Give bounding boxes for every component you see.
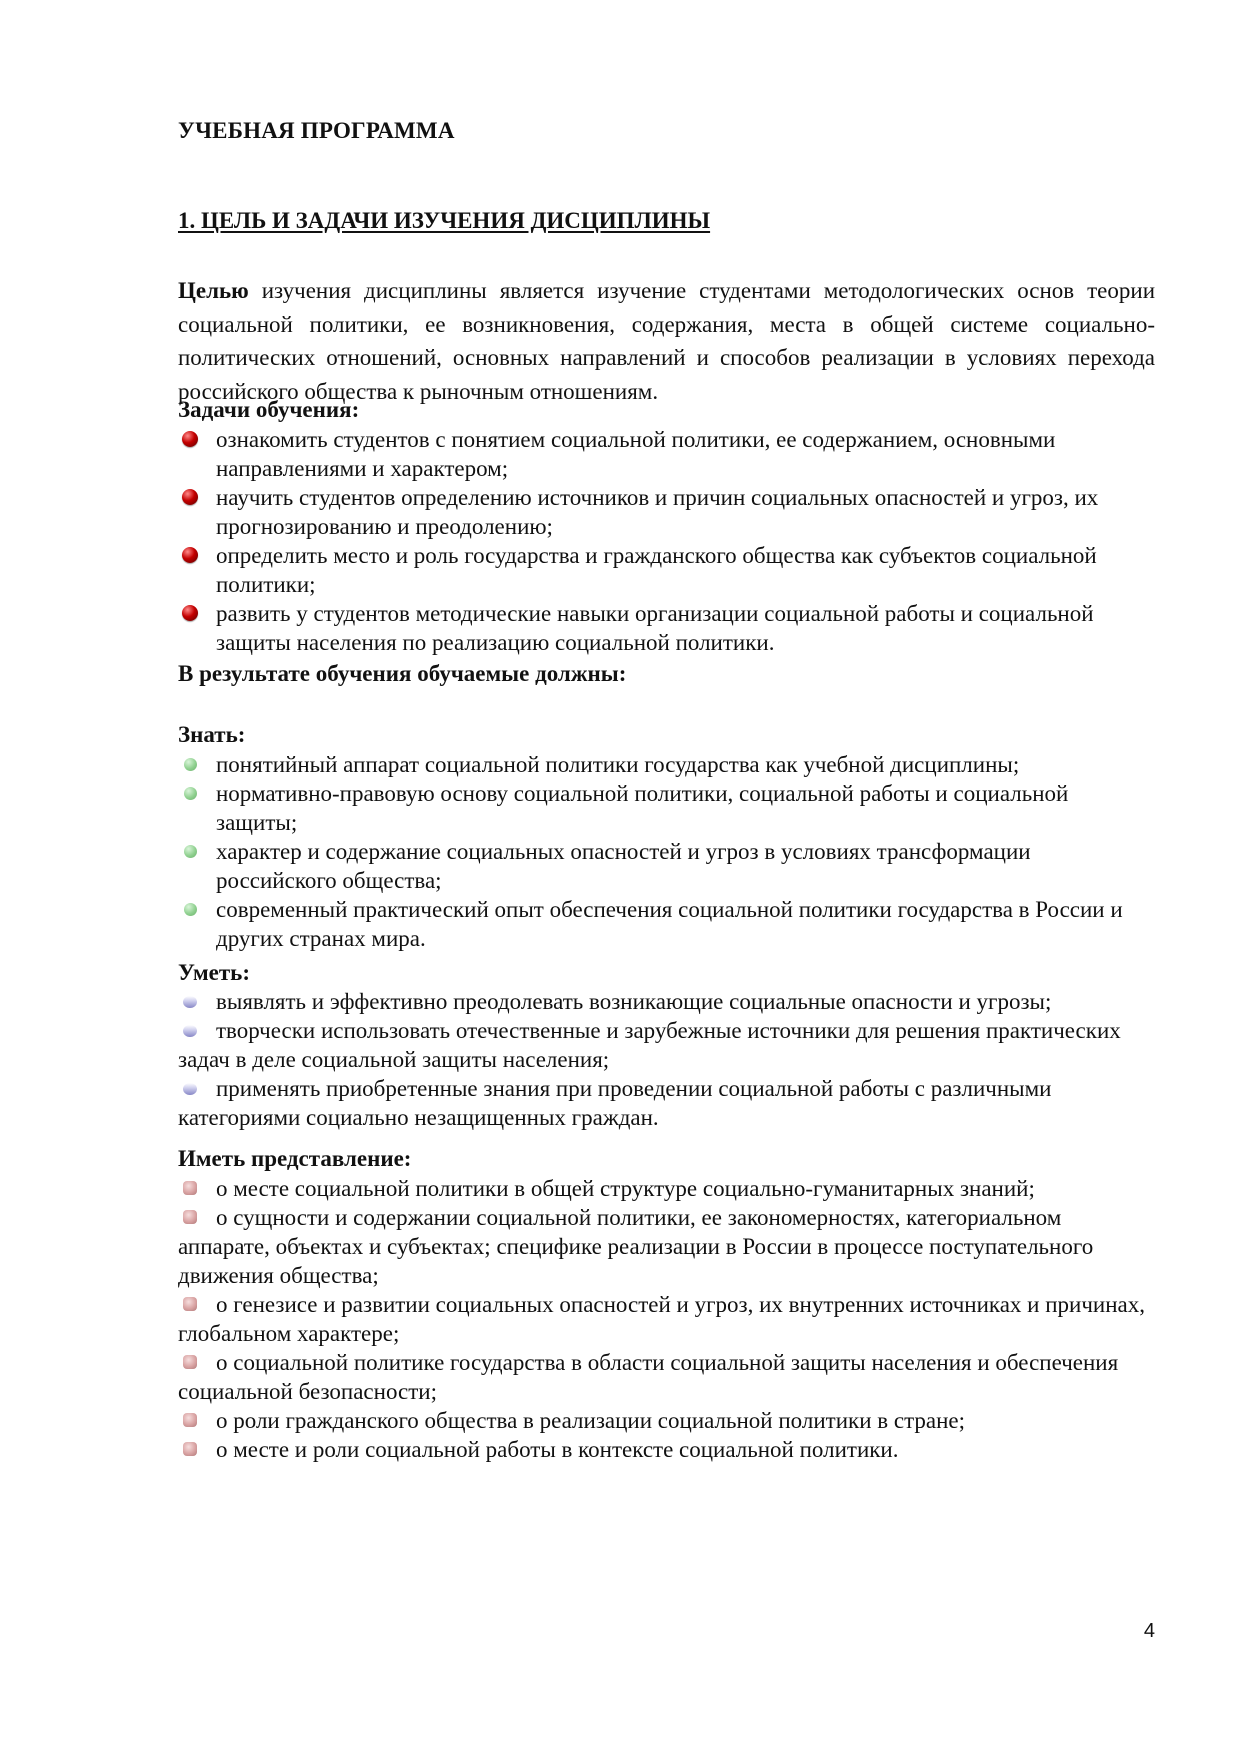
list-item: научить студентов определению источников и причин социальных опасностей и угроз, их прогнозированию и преодолению; bbox=[178, 483, 1155, 541]
intro-text: изучения дисциплины является изучение студентами методологических основ теории социальной политики, ее возникновения, содержания, места в общей системе социально-политических отношений, основных направлений и способов реализации в условиях перехода российского общества к рыночным отношениям. bbox=[178, 278, 1155, 404]
pink-square-bullet-icon bbox=[183, 1442, 197, 1456]
pink-square-bullet-icon bbox=[183, 1210, 197, 1224]
list-item: о социальной политике государства в области социальной защиты населения и обеспечения социальной безопасности; bbox=[178, 1350, 1119, 1404]
red-ball-bullet-icon bbox=[182, 431, 198, 447]
list-item: о месте и роли социальной работы в контексте социальной политики. bbox=[178, 1435, 1155, 1464]
document-title: УЧЕБНАЯ ПРОГРАММА bbox=[178, 118, 455, 143]
blue-disc-bullet-icon bbox=[183, 1025, 197, 1037]
red-ball-bullet-icon bbox=[182, 605, 198, 621]
blue-disc-bullet-icon bbox=[183, 1083, 197, 1095]
intro-paragraph bbox=[178, 274, 1155, 408]
can-heading: Уметь: bbox=[178, 960, 250, 985]
page-number: 4 bbox=[1143, 1620, 1155, 1642]
list-item: ознакомить студентов с понятием социальной политики, ее содержанием, основными направлениями и характером; bbox=[178, 425, 1155, 483]
pink-square-bullet-icon bbox=[183, 1181, 197, 1195]
list-item: современный практический опыт обеспечения социальной политики государства в России и других странах мира. bbox=[178, 895, 1155, 953]
pink-square-bullet-icon bbox=[183, 1297, 197, 1311]
list-item: понятийный аппарат социальной политики государства как учебной дисциплины; bbox=[178, 750, 1155, 779]
pink-square-bullet-icon bbox=[183, 1413, 197, 1427]
list-item: о генезисе и развитии социальных опасностей и угроз, их внутренних источниках и причинах, глобальном характере; bbox=[178, 1292, 1145, 1346]
know-list bbox=[178, 750, 1155, 953]
list-item: определить место и роль государства и гражданского общества как субъектов социальной политики; bbox=[178, 541, 1155, 599]
green-dot-bullet-icon bbox=[184, 787, 197, 800]
list-item: нормативно-правовую основу социальной политики, социальной работы и социальной защиты; bbox=[178, 779, 1155, 837]
pink-square-bullet-icon bbox=[183, 1355, 197, 1369]
list-item: о сущности и содержании социальной политики, ее закономерностях, категориальном аппарате, объектах и субъектах; специфике реализации в России в процессе поступательного движения общества; bbox=[178, 1205, 1094, 1288]
green-dot-bullet-icon bbox=[184, 903, 197, 916]
red-ball-bullet-icon bbox=[182, 489, 198, 505]
can-list bbox=[178, 987, 1155, 1132]
green-dot-bullet-icon bbox=[184, 845, 197, 858]
list-item: о роли гражданского общества в реализации социальной политики в стране; bbox=[178, 1406, 1155, 1435]
section-heading: 1. ЦЕЛЬ И ЗАДАЧИ ИЗУЧЕНИЯ ДИСЦИПЛИНЫ bbox=[178, 208, 711, 233]
know-heading: Знать: bbox=[178, 722, 246, 747]
green-dot-bullet-icon bbox=[184, 758, 197, 771]
blue-disc-bullet-icon bbox=[183, 996, 197, 1008]
tasks-heading: Задачи обучения: bbox=[178, 397, 360, 422]
list-item: развить у студентов методические навыки организации социальной работы и социальной защиты населения по реализацию социальной политики. bbox=[178, 599, 1155, 657]
intro-lead-word: Целью bbox=[178, 278, 249, 303]
list-item: выявлять и эффективно преодолевать возникающие социальные опасности и угрозы; bbox=[178, 987, 1155, 1016]
results-heading: В результате обучения обучаемые должны: bbox=[178, 661, 627, 686]
red-ball-bullet-icon bbox=[182, 547, 198, 563]
tasks-list bbox=[178, 425, 1155, 657]
list-item: о месте социальной политики в общей структуре социально-гуманитарных знаний; bbox=[178, 1174, 1155, 1203]
list-item: характер и содержание социальных опасностей и угроз в условиях трансформации российского общества; bbox=[178, 837, 1155, 895]
idea-list bbox=[178, 1174, 1155, 1464]
idea-heading: Иметь представление: bbox=[178, 1146, 412, 1171]
list-item: творчески использовать отечественные и зарубежные источники для решения практических задач в деле социальной защиты населения; bbox=[178, 1018, 1121, 1072]
list-item: применять приобретенные знания при проведении социальной работы с различными категориями социально незащищенных граждан. bbox=[178, 1076, 1052, 1130]
